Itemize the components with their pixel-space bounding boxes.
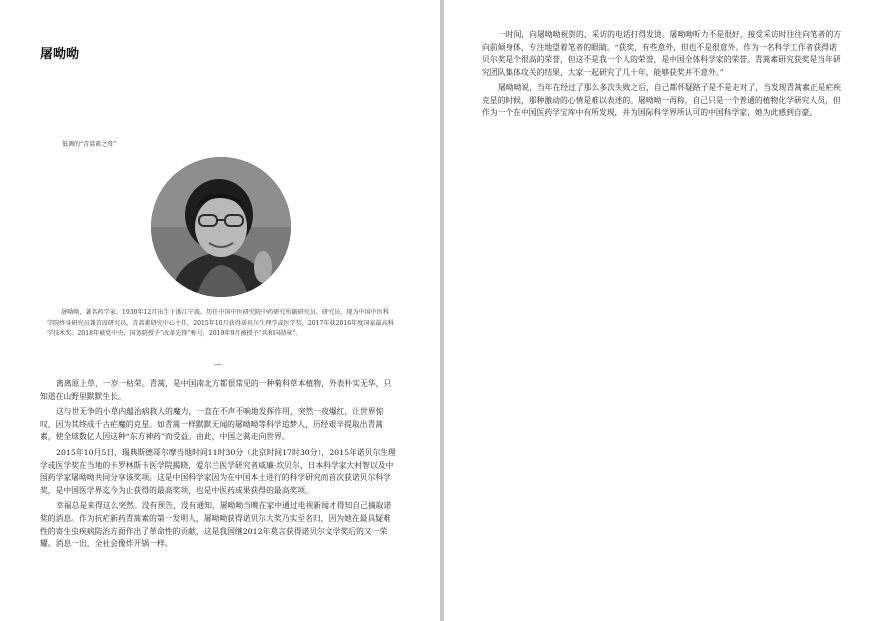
right-page bbox=[444, 0, 883, 621]
right-body-text bbox=[482, 29, 844, 122]
image-caption: 低调的“青蒿素之母” bbox=[62, 141, 117, 148]
left-body-text bbox=[40, 378, 398, 554]
paragraph: 这与世无争的小草内蕴治病救人的魔力，一直在不声不响地发挥作用，突然一夜爆红，让世界惊叹，因为其终成千古疟魔的克星。如青蒿一样默默无闻的屠呦呦等科学追梦人，历经艰辛提取出青蒿素，使全球数亿人因这种“东方神药”而受益。由此，中国之蒿走向世界。 bbox=[40, 407, 384, 442]
left-page bbox=[0, 0, 440, 621]
section-divider: — bbox=[214, 360, 222, 369]
biography-text: 屠呦呦，著名药学家。1930年12月出生于浙江宁波。历任中国中医研究院中药研究所副研究员、研究员，现为中国中医科学院终身研究员兼首席研究员，青蒿素研究中心主任。2015年10月获得诺贝尔生理学或医学奖，2017年获2016年度国家最高科学技术奖。2018年被党中央、国务院授予“改革先锋”称号，2019年9月被授予“共和国勋章”。 bbox=[47, 309, 394, 338]
paragraph: 一时间，向屠呦呦祝贺的、采访的电话打得发烫。屠呦呦听力不是很好，接受采访时往往向笔者的方向前倾身体，专注地望着笔者的眼睛。“获奖，有些意外，但也不是很意外。作为一名科学工作者获得诺贝尔奖是个很高的荣誉，但这不是我一个人的荣誉，是中国全体科学家的荣誉。青蒿素研究获奖是当年研究团队集体攻关的结果，大家一起研究了几十年，能够获奖并不意外。” bbox=[482, 30, 842, 78]
paragraph: 2015年10月5日，瑞典斯德哥尔摩当地时间11时30分（北京时间17时30分），2015年诺贝尔生理学或医学奖在当地的卡罗林斯卡医学院揭晓，爱尔兰医学研究者威廉·坎贝尔、日本科学家大村智以及中国药学家屠呦呦共同分享该奖项。这是中国科学家因为在中国本土进行的科学研究而首次获诺贝尔科学奖，是中国医学界迄今为止获得的最高奖项，也是中医药成果获得的最高奖项。 bbox=[40, 447, 396, 495]
paragraph: 幸福总是来得这么突然。没有预告，没有通知，屠呦呦当晚在家中通过电视新闻才得知自己摘取诺奖的消息。作为抗疟新药青蒿素的第一发明人，屠呦呦获得诺贝尔大奖乃实至名归，因为她在最具疑难性的寄生虫疾病防治方面作出了革命性的贡献，这是我国继2012年莫言获得诺贝尔文学奖后的又一荣耀。消息一出，全社会像炸开锅一样。 bbox=[40, 501, 392, 549]
page-title: 屠呦呦 bbox=[40, 47, 80, 62]
paragraph: 屠呦呦说，当年在经过了那么多次失败之后，自己都怀疑路子是不是走对了，当发现青蒿素正是疟疾克星的时候，那种激动的心情是难以表述的。屠呦呦一再称，自己只是一个普通的植物化学研究人员，但作为一个在中国医药学宝库中有所发现，并为国际科学界所认可的中国科学家，她为此感到自豪。 bbox=[482, 82, 842, 118]
portrait-photo-icon bbox=[151, 157, 291, 297]
paragraph: 离离原上草，一岁一枯荣。青蒿，是中国南北方都很常见的一种菊科草本植物，外表朴实无华，只知道在山野里默默生长。 bbox=[40, 379, 392, 401]
